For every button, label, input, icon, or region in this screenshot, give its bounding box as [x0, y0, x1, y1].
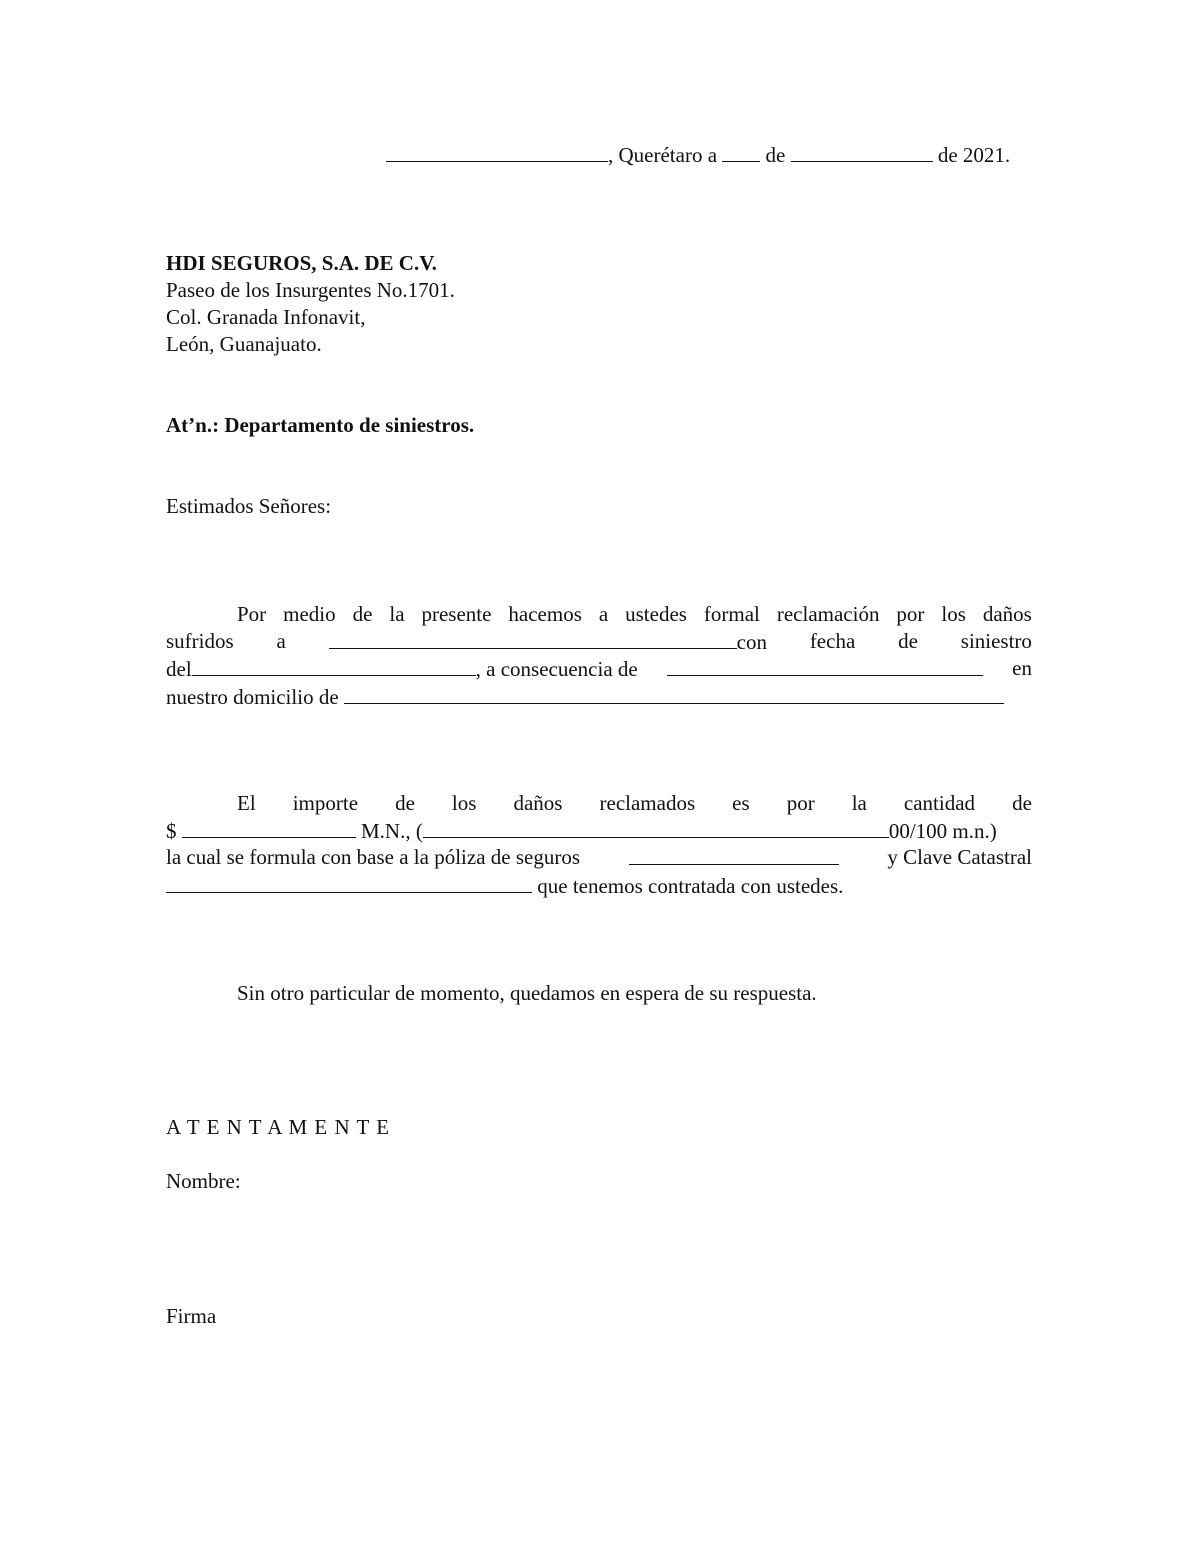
word: presente [421, 602, 492, 626]
word: que tenemos contratada con ustedes. [537, 874, 844, 898]
word: M.N., ( [361, 819, 423, 843]
word: , a consecuencia de [475, 657, 638, 681]
word: El [237, 791, 256, 815]
word: y Clave Catastral [887, 845, 1032, 869]
attention-line: At’n.: Departamento de siniestros. [166, 413, 475, 437]
para1-line1 [237, 601, 1032, 628]
word: importe [292, 791, 359, 815]
para1-line3 [166, 655, 1032, 683]
address-line-2: Col. Granada Infonavit, [166, 305, 366, 329]
para2-line2 [166, 817, 997, 845]
word: hacemos [508, 602, 582, 626]
word: de [898, 629, 918, 653]
cadastral-blank[interactable] [166, 872, 532, 893]
word: los [941, 602, 966, 626]
word: es [732, 791, 750, 815]
word: de [352, 602, 373, 626]
signoff: A T E N T A M E N T E [166, 1115, 391, 1139]
word: la [389, 602, 405, 626]
word: la cual se formula con base a la póliza de seguros [166, 845, 581, 869]
address-line-3: León, Guanajuato. [166, 332, 322, 356]
word: con [736, 630, 767, 654]
word: de [1012, 791, 1032, 815]
claim-date-blank[interactable] [192, 655, 476, 676]
word: ustedes [625, 602, 687, 626]
greeting: Estimados Señores: [166, 494, 332, 518]
word: cantidad [903, 791, 976, 815]
word: por [896, 602, 925, 626]
address-line-1: Paseo de los Insurgentes No.1701. [166, 278, 455, 302]
para2-line3 [166, 844, 1032, 871]
name-label: Nombre: [166, 1169, 241, 1193]
date-de-text: de [765, 143, 786, 167]
word: de [395, 791, 415, 815]
word: siniestro [960, 629, 1032, 653]
closing-line: Sin otro particular de momento, quedamos en espera de su respuesta. [237, 981, 817, 1005]
signature-label: Firma [166, 1304, 217, 1328]
company-name: HDI SEGUROS, S.A. DE C.V. [166, 251, 437, 275]
word: formal [703, 602, 760, 626]
city-text: , Querétaro a [608, 143, 718, 167]
word: fecha [809, 629, 856, 653]
address-blank[interactable] [344, 683, 1004, 704]
year-text: de 2021. [937, 143, 1011, 167]
word: por [786, 791, 815, 815]
cause-blank[interactable] [667, 655, 983, 676]
month-blank[interactable] [791, 141, 933, 162]
word: daños [982, 602, 1032, 626]
amount-words-blank[interactable] [423, 817, 889, 838]
word: a [276, 629, 286, 653]
word: reclamación [776, 602, 880, 626]
word: en [1012, 656, 1032, 680]
place-blank[interactable] [386, 141, 608, 162]
word: daños [513, 791, 563, 815]
word: Por [237, 602, 267, 626]
policy-blank[interactable] [629, 844, 839, 865]
affected-blank[interactable] [329, 628, 737, 649]
word: reclamados [599, 791, 696, 815]
word: del [166, 657, 192, 681]
amount-blank[interactable] [182, 817, 356, 838]
word: la [851, 791, 867, 815]
word: los [451, 791, 477, 815]
word: 00/100 m.n.) [888, 819, 997, 843]
word: sufridos [166, 629, 234, 653]
para1-line2 [166, 628, 1032, 656]
para1-line4 [166, 683, 1004, 711]
word: medio [283, 602, 336, 626]
date-line [386, 141, 1010, 169]
para2-line4 [166, 872, 843, 900]
word: a [598, 602, 609, 626]
day-blank[interactable] [722, 141, 760, 162]
word: nuestro domicilio de [166, 685, 339, 709]
word: $ [166, 819, 177, 843]
para2-line1 [237, 790, 1032, 817]
